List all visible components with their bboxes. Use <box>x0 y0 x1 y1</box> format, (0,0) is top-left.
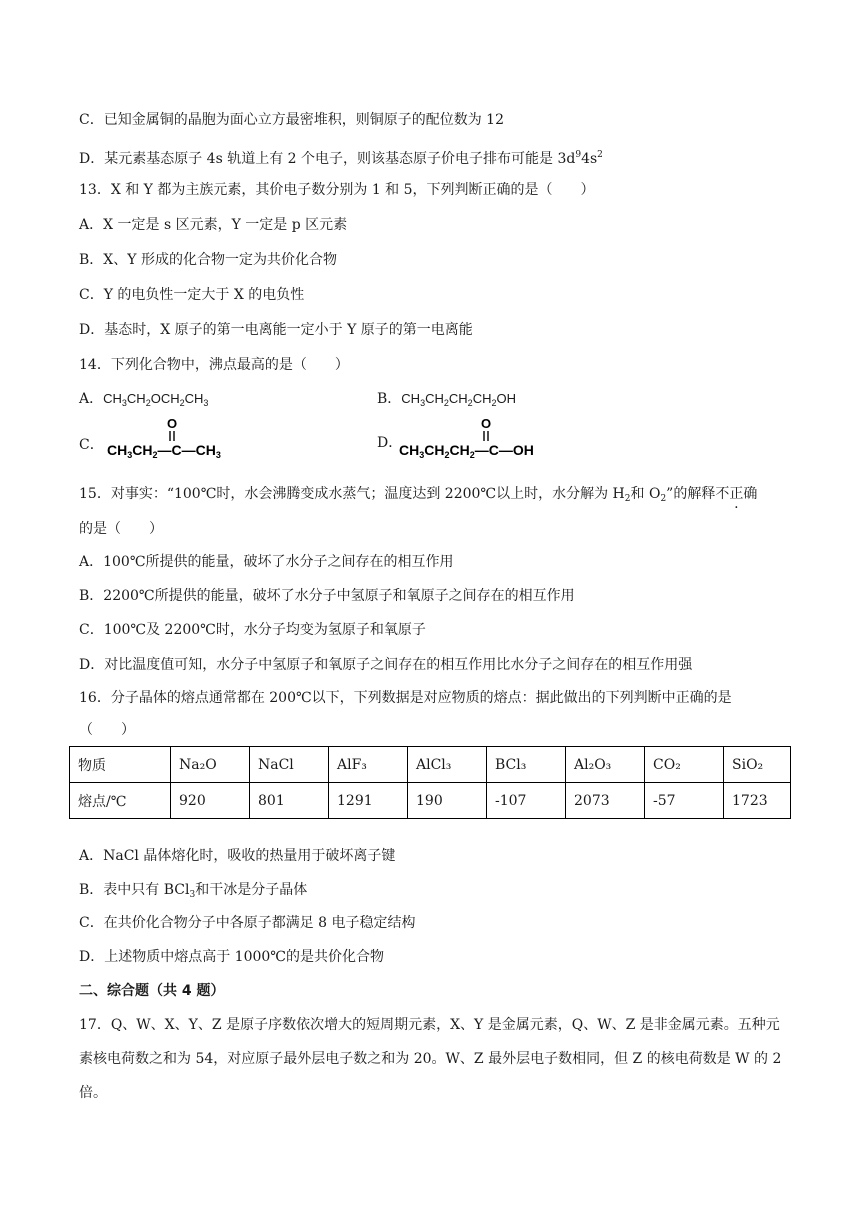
svg-text:CH3CH2—C—CH3: $CH_3CH_2—C—CH_3$ <box>107 442 221 460</box>
q13-option-c: C．Y 的电负性一定大于 X 的电负性 <box>79 287 305 303</box>
table-cell: 920 <box>171 783 250 819</box>
q14-c-structure <box>107 416 307 460</box>
q16-stem: 16．分子晶体的熔点通常都在 200℃以下，下列数据是对应物质的熔点：据此做出的下列判断中正确的是 <box>79 690 732 706</box>
table-header-cell: 熔点/℃ <box>70 783 171 819</box>
q12-option-c: C．已知金属铜的晶胞为面心立方最密堆积，则铜原子的配位数为 12 <box>79 112 504 128</box>
q16-paren: （ ） <box>79 722 135 738</box>
q14-a-formula: $CH_3CH_2OCH_2CH_3$ <box>103 391 209 408</box>
table-cell: Al₂O₃ <box>566 747 645 783</box>
q13-stem: 13．X 和 Y 都为主族元素，其价电子数分别为 1 和 5，下列判断正确的是（ ） <box>79 182 595 198</box>
table-cell: CO₂ <box>645 747 724 783</box>
table-cell: 1723 <box>724 783 791 819</box>
q15-option-a: A．100℃所提供的能量，破坏了水分子之间存在的相互作用 <box>79 554 454 570</box>
q16-option-b: B．表中只有 BCl$_3$和干冰是分子晶体 <box>79 882 308 900</box>
melting-point-table <box>69 746 791 819</box>
table-cell: SiO₂ <box>724 747 791 783</box>
table-cell: 2073 <box>566 783 645 819</box>
table-cell: 1291 <box>329 783 408 819</box>
q14-option-a: A．$CH_3CH_2OCH_2CH_3$ <box>79 391 209 408</box>
q16-option-c: C．在共价化合物分子中各原子都满足 8 电子稳定结构 <box>79 915 416 931</box>
q14-b-formula: $CH_3CH_2CH_2CH_2OH$ <box>401 391 516 408</box>
q14-option-b: B．$CH_3CH_2CH_2CH_2OH$ <box>377 391 516 408</box>
table-cell: 190 <box>408 783 487 819</box>
table-header-cell: 物质 <box>70 747 171 783</box>
table-cell: Na₂O <box>171 747 250 783</box>
q14-stem: 14．下列化合物中，沸点最高的是（ ） <box>79 357 349 373</box>
table-row <box>70 747 791 783</box>
table-cell: BCl₃ <box>487 747 566 783</box>
table-cell: AlCl₃ <box>408 747 487 783</box>
q16-option-d: D．上述物质中熔点高于 1000℃的是共价化合物 <box>79 949 384 965</box>
table-cell: NaCl <box>250 747 329 783</box>
q15-option-c: C．100℃及 2200℃时，水分子均变为氢原子和氧原子 <box>79 622 426 638</box>
svg-text:CH3CH2CH2—C—OH: $CH_3CH_2CH_2—C—OH$ <box>399 442 534 460</box>
q17-text: 17．Q、W、X、Y、Z 是原子序数依次增大的短周期元素，X、Y 是金属元素，Q、W、Z 是非金属元素。五种元素核电荷数之和为 54，对应原子最外层电子数之和为 20。W、Z 最外层电子数相同，但 Z 的核电荷数是 W 的 2 倍。 <box>79 1017 782 1101</box>
table-cell: -107 <box>487 783 566 819</box>
q14-option-c: C． O $CH_3CH_2—C—CH_3$ <box>79 416 299 460</box>
q15-stem-line2: 的是（ ） <box>79 521 163 537</box>
table-cell: -57 <box>645 783 724 819</box>
q13-option-a: A．X 一定是 s 区元素，Y 一定是 p 区元素 <box>79 217 348 233</box>
svg-text:O: O <box>481 416 492 431</box>
q12-option-d: D．某元素基态原子 4s 轨道上有 2 个电子，则该基态原子价电子排布可能是 $3d^94s^2$ <box>79 150 603 167</box>
q15-emphasis: 不正确 <box>715 486 758 502</box>
q15-stem-line1: 15．对事实：“100℃时，水会沸腾变成水蒸气；温度达到 2200℃以上时，水分解为 $H_2$和 $O_2$”的解释不正确 <box>79 486 758 504</box>
q14-options-ab <box>79 388 791 408</box>
q14-option-d: D． O $CH_3CH_2CH_2—C—OH$ <box>377 416 637 460</box>
table-cell: AlF₃ <box>329 747 408 783</box>
svg-text:O: O <box>167 416 178 431</box>
q13-option-b: B．X、Y 形成的化合物一定为共价化合物 <box>79 252 337 268</box>
q16-option-a: A．NaCl 晶体熔化时，吸收的热量用于破坏离子键 <box>79 848 396 864</box>
table-cell: 801 <box>250 783 329 819</box>
q15-option-d: D．对比温度值可知，水分子中氢原子和氧原子之间存在的相互作用比水分子之间存在的相互作用强 <box>79 657 693 673</box>
section-heading: 二、综合题（共 4 题） <box>79 983 225 999</box>
q13-option-d: D．基态时，X 原子的第一电离能一定小于 Y 原子的第一电离能 <box>79 322 473 338</box>
q14-d-structure <box>399 416 639 460</box>
table-row <box>70 783 791 819</box>
q15-option-b: B．2200℃所提供的能量，破坏了水分子中氢原子和氧原子之间存在的相互作用 <box>79 588 575 604</box>
